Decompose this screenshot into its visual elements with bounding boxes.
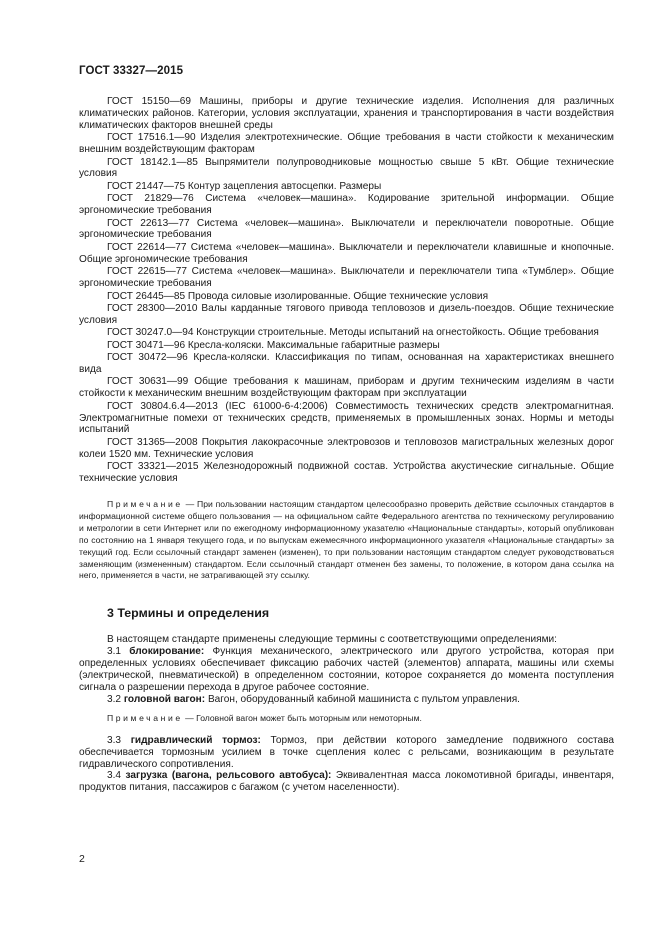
section-title: 3 Термины и определения xyxy=(107,606,270,621)
reference-item: ГОСТ 18142.1—85 Выпрямители полупроводниковые мощностью свыше 5 кВт. Общие технические условия xyxy=(79,156,614,180)
reference-item: ГОСТ 30804.6.4—2013 (IEC 61000-6-4:2006) Совместимость технических средств электромагнитная. Электромагнитные помехи от технических средств, применяемых в промышленных зонах. Нормы и методы испытаний xyxy=(79,400,614,436)
term-name: гидравлический тормоз: xyxy=(130,734,261,746)
reference-item: ГОСТ 21447—75 Контур зацепления автосцепки. Размеры xyxy=(107,180,382,192)
term-number: 3.1 xyxy=(107,646,130,658)
term-text: Тормоз, при действии которого замедление подвижного состава обеспечивается тормозным усилием в точке сцепления колес с рельсами, возникающим в результате гидравлического сопротивления. xyxy=(79,734,614,770)
reference-item: ГОСТ 22615—77 Система «человек—машина». Выключатели и переключатели типа «Тумблер». Общие эргономические требования xyxy=(79,266,614,290)
term-name: загрузка (вагона, рельсового автобуса): xyxy=(125,770,332,782)
note-label: Примечание xyxy=(107,712,183,723)
reference-item: ГОСТ 30247.0—94 Конструкции строительные. Методы испытаний на огнестойкость. Общие требования xyxy=(107,327,599,339)
page-number: 2 xyxy=(79,853,85,865)
term-text: Эквивалентная масса локомотивной бригады, инвентаря, продуктов питания, пассажиров с багажом (с учетом населенности). xyxy=(79,770,614,794)
document-body xyxy=(79,96,614,794)
reference-item: ГОСТ 30631—99 Общие требования к машинам, приборам и другим техническим изделиям в части стойкости к механическим внешним воздействующим факторам при эксплуатации xyxy=(79,376,614,400)
term-name: блокирование: xyxy=(129,646,205,658)
term-definition xyxy=(79,735,614,771)
reference-item: ГОСТ 31365—2008 Покрытия лакокрасочные электровозов и тепловозов магистральных железных дорог колеи 1520 мм. Технические условия xyxy=(79,436,614,460)
term-name: головной вагон: xyxy=(123,693,206,705)
note-text: — Головной вагон может быть моторным или немоторным. xyxy=(182,712,422,723)
term-number: 3.2 xyxy=(107,693,124,705)
reference-item: ГОСТ 33321—2015 Железнодорожный подвижной состав. Устройства акустические сигнальные. Общие технические условия xyxy=(79,461,614,485)
term-number: 3.4 xyxy=(107,770,126,782)
term-definition xyxy=(79,770,614,794)
normative-references-list xyxy=(79,96,614,485)
reference-item: ГОСТ 30472—96 Кресла-коляски. Классификация по типам, основанная на характеристиках внешнего вида xyxy=(79,352,614,375)
term-text: Вагон, оборудованный кабиной машиниста с пультом управления. xyxy=(205,693,520,705)
reference-item: ГОСТ 30471—96 Кресла-коляски. Максимальные габаритные размеры xyxy=(107,339,440,351)
references-note xyxy=(79,499,614,582)
term-note xyxy=(79,713,614,725)
reference-item: ГОСТ 21829—76 Система «человек—машина». Кодирование зрительной информации. Общие эргономические требования xyxy=(79,193,614,217)
reference-item: ГОСТ 22614—77 Система «человек—машина». Выключатели и переключатели клавишные и кнопочные. Общие эргономические требования xyxy=(79,241,614,265)
page-header: ГОСТ 33327—2015 xyxy=(79,65,184,77)
term-number: 3.3 xyxy=(107,734,131,746)
term-definition xyxy=(79,694,614,706)
note-label: Примечание xyxy=(107,499,183,509)
reference-item: ГОСТ 17516.1—90 Изделия электротехнические. Общие требования в части стойкости к механическим внешним воздействующим факторам xyxy=(79,132,614,156)
section-intro: В настоящем стандарте применены следующие термины с соответствующими определениями: xyxy=(107,634,557,646)
reference-item: ГОСТ 15150—69 Машины, приборы и другие технические изделия. Исполнения для различных климатических районов. Категории, условия эксплуатации, хранения и транспортирования в части воздействия климатических факторов внешней среды xyxy=(79,96,614,131)
term-text: Функция механического, электрического или другого устройства, которая при определенных условиях обеспечивает фиксацию рабочих частей (элементов) аппарата, машины или схемы (электрической, пневматической) в определенном состоянии, которое сохраняется до момента поступления сигнала о разрешении перехода в другое рабочее состояние. xyxy=(79,646,614,693)
term-definition xyxy=(79,646,614,694)
reference-item: ГОСТ 22613—77 Система «человек—машина». Выключатели и переключатели поворотные. Общие эргономические требования xyxy=(79,217,614,241)
note-text: — При пользовании настоящим стандартом целесообразно проверить действие ссылочных стандартов в информационной системе общего пользования — на официальном сайте Федерального агентства по техническому регулированию и метрологии в сети Интернет или по ежегодному информационному указателю «Национальные стандарты», который опубликован по состоянию на 1 января текущего года, и по выпускам ежемесячного информационного указателя «Национальные стандарты» за текущий год. Если ссылочный стандарт заменен (изменен), то при пользовании настоящим стандартом следует руководствоваться заменяющим (измененным) стандартом. Если ссылочный стандарт отменен без замены, то положение, в котором дана ссылка на него, применяется в части, не затрагивающей эту ссылку. xyxy=(79,499,614,581)
reference-item: ГОСТ 28300—2010 Валы карданные тягового привода тепловозов и дизель-поездов. Общие технические условия xyxy=(79,302,614,326)
reference-item: ГОСТ 26445—85 Провода силовые изолированные. Общие технические условия xyxy=(107,290,489,302)
